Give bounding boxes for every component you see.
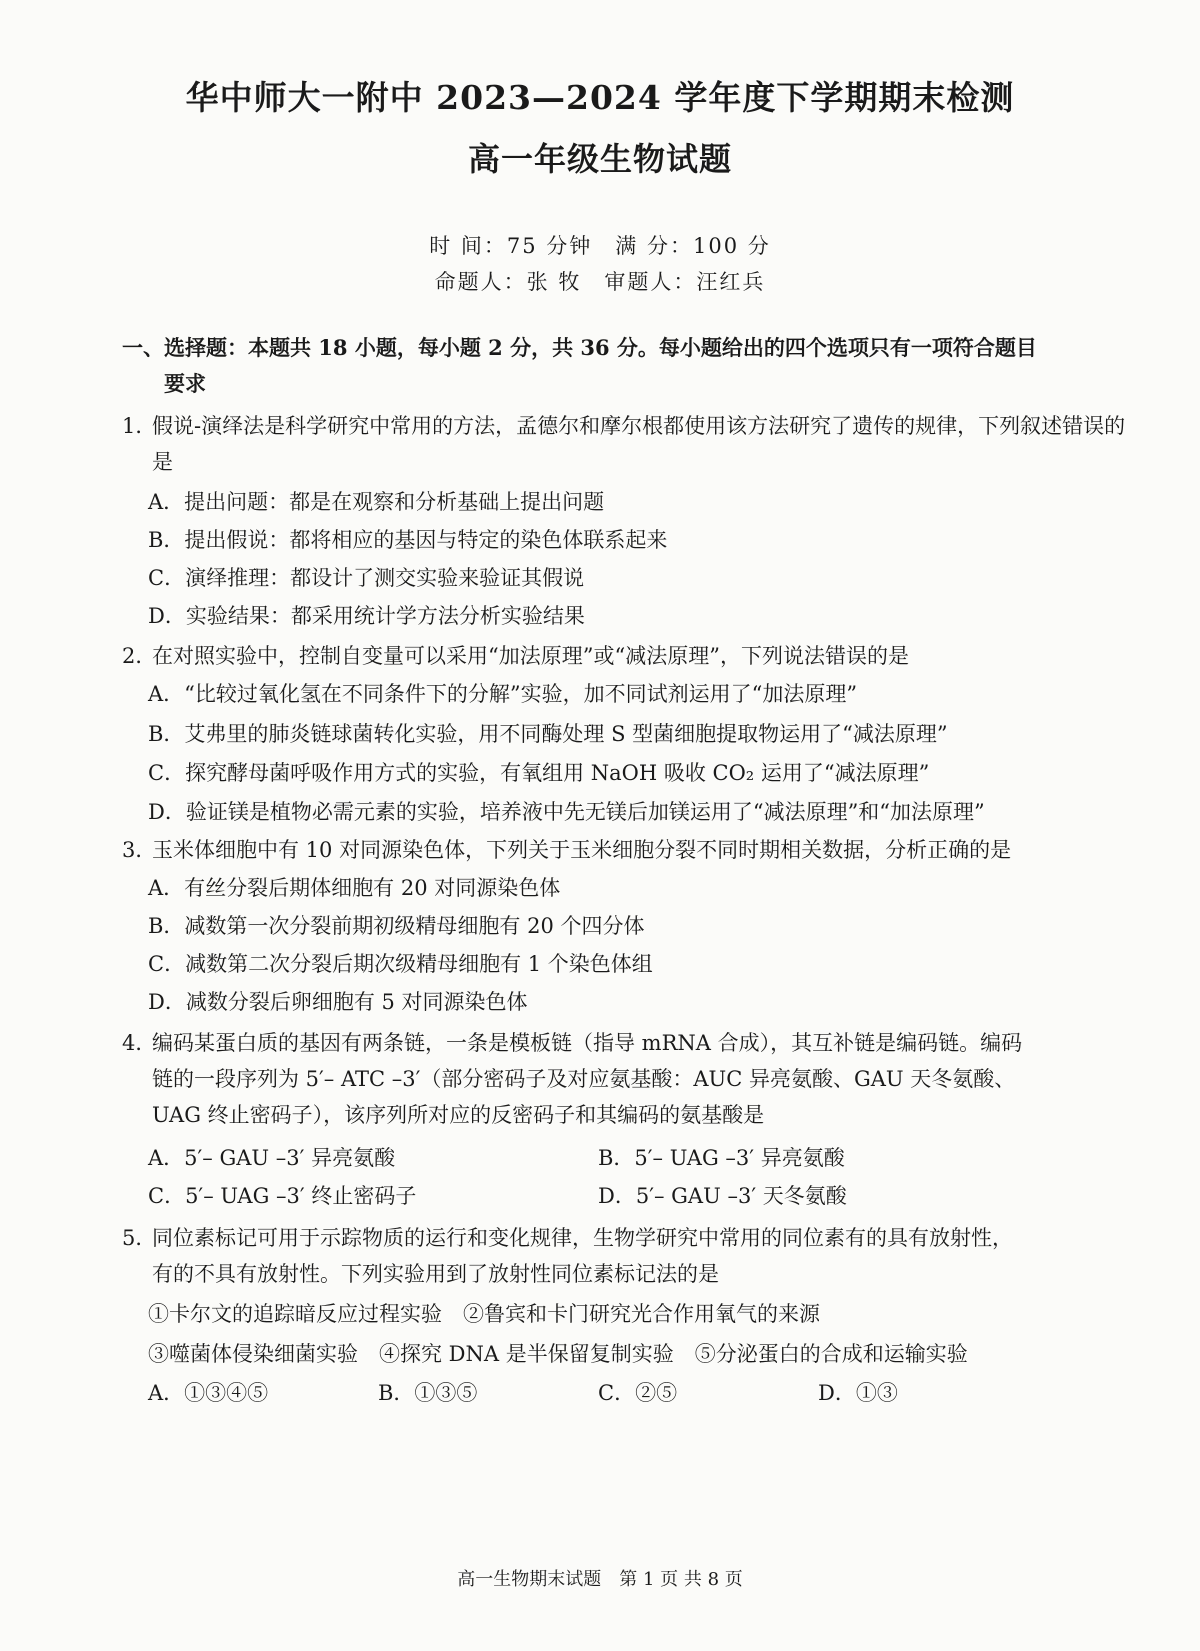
question-number: 3． [122,838,157,862]
option-d: D．①③ [818,1381,898,1405]
question-stem: 在对照实验中，控制自变量可以采用“加法原理”或“减法原理”，下列说法错误的是 [152,644,909,668]
author-info: 命题人：张 牧 审题人：汪红兵 [434,270,766,294]
option-b: B．减数第一次分裂前期初级精母细胞有 20 个四分体 [148,914,645,938]
time-info: 时 间：75 分钟 满 分：100 分 [429,234,771,258]
option-a: A．提出问题：都是在观察和分析基础上提出问题 [148,490,605,514]
option-d: D．实验结果：都采用统计学方法分析实验结果 [148,604,585,628]
question-4 [122,1025,1132,1133]
option-a: A．“比较过氧化氢在不同条件下的分解”实验，加不同试剂运用了“加法原理” [148,682,858,706]
page-footer: 高一生物期末试题 第 1 页 共 8 页 [457,1569,743,1590]
option-c: C．减数第二次分裂后期次级精母细胞有 1 个染色体组 [148,952,653,976]
option-d: D．5′– GAU –3′ 天冬氨酸 [598,1184,847,1208]
question-stem-line-1: 同位素标记可用于示踪物质的运行和变化规律，生物学研究中常用的同位素有的具有放射性， [152,1226,1013,1250]
option-b: B．5′– UAG –3′ 异亮氨酸 [598,1146,845,1170]
question-number: 5． [122,1226,157,1250]
option-d: D．减数分裂后卵细胞有 5 对同源染色体 [148,990,528,1014]
section-heading-cont: 要求 [164,371,206,396]
option-b: B．艾弗里的肺炎链球菌转化实验，用不同酶处理 S 型菌细胞提取物运用了“减法原理” [148,722,948,746]
question-2 [122,638,1132,674]
option-a: A．①③④⑤ [148,1381,269,1405]
option-c: C．5′– UAG –3′ 终止密码子 [148,1184,417,1208]
section-heading-text: 一、选择题：本题共 18 小题，每小题 2 分，共 36 分。每小题给出的四个选项只有一项符合题目 [122,335,1037,360]
option-c: C．演绎推理：都设计了测交实验来验证其假说 [148,566,585,590]
question-number: 1． [122,414,157,438]
question-3 [122,832,1132,868]
experiment-list-line-1: ①卡尔文的追踪暗反应过程实验 ②鲁宾和卡门研究光合作用氧气的来源 [148,1302,820,1326]
experiment-list-line-2: ③噬菌体侵染细菌实验 ④探究 DNA 是半保留复制实验 ⑤分泌蛋白的合成和运输实验 [148,1342,968,1366]
option-b: B．提出假说：都将相应的基因与特定的染色体联系起来 [148,528,668,552]
question-number: 4． [122,1031,157,1055]
section-heading [122,330,1132,402]
question-1 [122,408,1132,480]
question-stem-line-3: UAG 终止密码子），该序列所对应的反密码子和其编码的氨基酸是 [152,1103,765,1127]
question-5 [122,1220,1132,1292]
option-c: C．探究酵母菌呼吸作用方式的实验，有氧组用 NaOH 吸收 CO₂ 运用了“减法原理” [148,761,930,785]
option-c: C．②⑤ [598,1381,678,1405]
exam-subtitle: 高一年级生物试题 [467,140,732,178]
question-stem: 假说-演绎法是科学研究中常用的方法，孟德尔和摩尔根都使用该方法研究了遗传的规律，下列叙述错误的是 [152,414,1126,474]
exam-title: 华中师大一附中 2023—2024 学年度下学期期末检测 [185,78,1015,117]
option-d: D．验证镁是植物必需元素的实验，培养液中先无镁后加镁运用了“减法原理”和“加法原理” [148,800,985,824]
question-stem-line-2: 链的一段序列为 5′– ATC –3′（部分密码子及对应氨基酸：AUC 异亮氨酸、GAU 天冬氨酸、 [152,1067,1016,1091]
option-a: A．5′– GAU –3′ 异亮氨酸 [148,1146,396,1170]
option-a: A．有丝分裂后期体细胞有 20 对同源染色体 [148,876,561,900]
question-stem: 玉米体细胞中有 10 对同源染色体，下列关于玉米细胞分裂不同时期相关数据，分析正确的是 [152,838,1012,862]
question-stem-line-2: 有的不具有放射性。下列实验用到了放射性同位素标记法的是 [152,1262,719,1286]
option-b: B．①③⑤ [378,1381,478,1405]
question-stem-line-1: 编码某蛋白质的基因有两条链，一条是模板链（指导 mRNA 合成），其互补链是编码链。编码 [152,1031,1023,1055]
question-number: 2． [122,644,157,668]
